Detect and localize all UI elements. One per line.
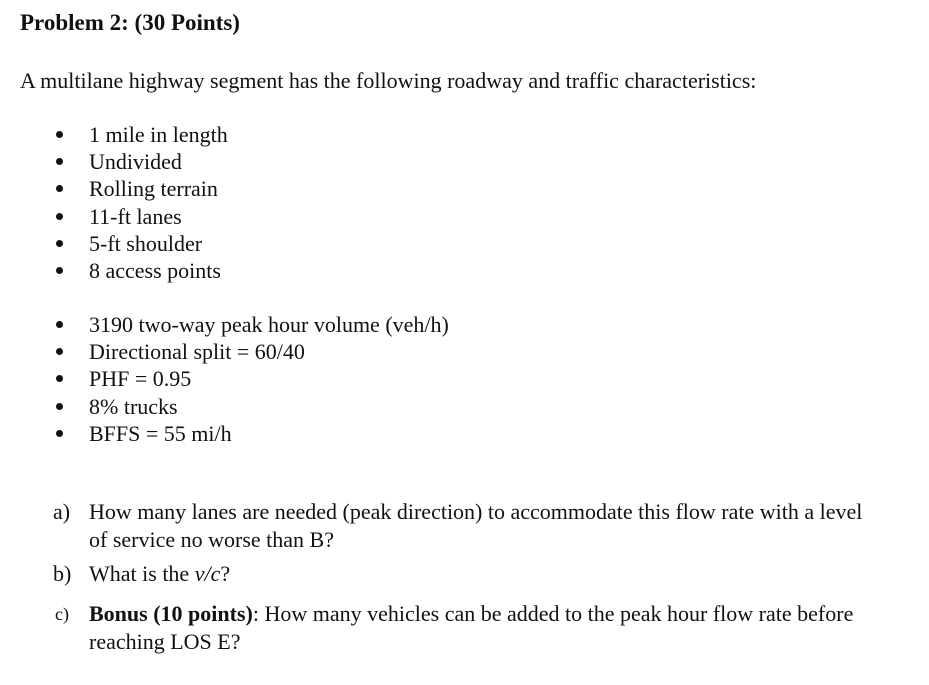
bullet-icon (56, 131, 63, 138)
list-item-text: Rolling terrain (89, 176, 218, 202)
question-text-part: What is the (89, 561, 195, 586)
list-item-text: 8% trucks (89, 393, 178, 419)
question-text (89, 600, 879, 656)
bullet-icon (56, 375, 63, 382)
bullet-icon (56, 158, 63, 165)
question-c (0, 600, 929, 662)
question-marker: b) (53, 561, 72, 586)
list-item-text: 3190 two-way peak hour volume (veh/h) (89, 312, 449, 337)
list-item-text: 11-ft lanes (89, 203, 182, 229)
bullet-icon (56, 403, 63, 410)
list-item-text: 1 mile in length (89, 122, 228, 147)
question-b (0, 560, 929, 600)
bullet-icon (56, 348, 63, 355)
bonus-label: Bonus (10 points) (89, 601, 253, 626)
list-item-text: Undivided (89, 149, 182, 175)
bullet-icon (56, 430, 63, 437)
list-item-text: BFFS = 55 mi/h (89, 420, 232, 446)
list-item-text: Directional split = 60/40 (89, 339, 305, 365)
question-text: How many lanes are needed (peak direction) to accommodate this flow rate with a level of service no worse than B? (89, 499, 863, 552)
vc-variable: v/c (194, 561, 221, 586)
question-marker: a) (53, 499, 71, 524)
question-marker: c) (55, 604, 69, 624)
questions-list (0, 498, 929, 662)
list-item-text: 5-ft shoulder (89, 230, 203, 256)
question-text-part: ? (220, 561, 231, 586)
list-item-text: 8 access points (89, 257, 221, 283)
list-item-text: PHF = 0.95 (89, 366, 192, 392)
question-a (0, 498, 929, 560)
bullet-icon (56, 267, 63, 274)
bullet-icon (56, 240, 63, 247)
problem-intro: A multilane highway segment has the following roadway and traffic characteristics: (20, 68, 757, 93)
bullet-icon (56, 321, 63, 328)
problem-title: Problem 2: (30 Points) (20, 10, 240, 35)
bullet-icon (56, 185, 63, 192)
question-text-part: : How many vehicles can be added to the peak hour flow rate before reaching LOS E? (89, 601, 854, 654)
question-text (89, 560, 879, 588)
bullet-icon (56, 213, 63, 220)
